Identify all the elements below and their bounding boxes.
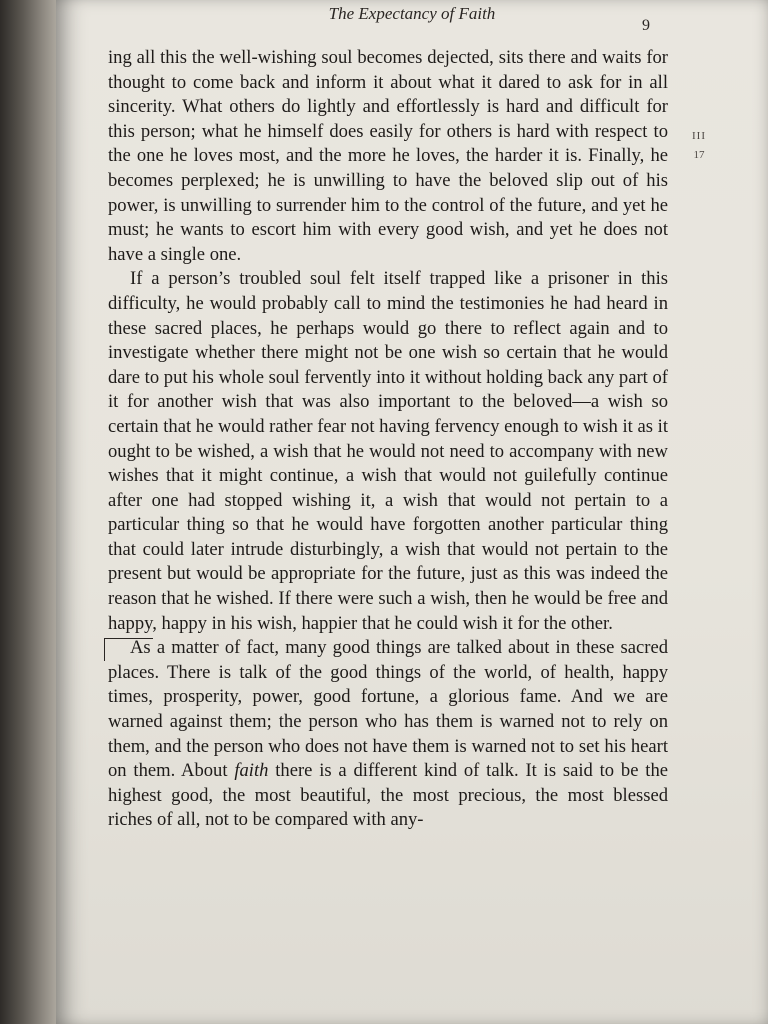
body-text [108,46,668,833]
paragraph-2: If a person’s troubled soul felt itself trapped like a prisoner in this difficulty, he would probably call to mind the testimonies he had heard in these sacred places, he perhaps would go there to reflect again and to investigate whether there might not be one wish so certain that he would dare to put his whole soul fervently into it without holding back any part of it for another wish that was also important to the beloved—a wish so certain that he would rather fear not having fervency enough to wish it as it ought to be wished, a wish that he would not need to accompany with new wishes that it might continue, a wish that would not guilefully continue after one had stopped wishing it, a wish that would not pertain to a particular thing so that he would have forgotten another particular thing that could later intrude disturbingly, a wish that would not pertain to the present but would be appropriate for the future, just as this was indeed the reason that he wished. If there were such a wish, then he would be free and happy, happy in his wish, happier that he could wish it for the other. [108,268,668,634]
margin-page-reference: 17 [693,149,705,161]
emphasis-faith: faith [234,760,269,782]
margin-section-marker: III [692,130,706,142]
paragraph-3 [108,636,668,833]
book-page [56,0,768,1024]
page-number: 9 [642,17,650,34]
paragraph-1: ing all this the well-wishing soul becomes dejected, sits there and waits for thought to come back and inform it about what it dared to ask for in all sincerity. What others do lightly and effortlessly is hard and difficult for this person; what he himself does easily for others is hard with respect to the one he loves most, and the more he loves, the harder it is. Finally, he becomes perplexed; he is unwilling to have the beloved slip out of his power, is unwilling to surrender him to the control of the future, and yet he must; he wants to escort him with every good wish, and yet he does not have a single one. [108,47,668,265]
book-spine-shadow [0,0,62,1024]
paragraph-3-text-end: there is a different kind of talk. It is said to be the highest good, the most beautiful, the most precious, the most blessed riches of all, not to be compared with any- [108,760,668,831]
paragraph-3-text-start: As a matter of fact, many good things are talked about in these sacred places. There is talk of the good things of the world, of health, happy times, prosperity, power, good fortune, a glorious fame. And we are warned against them; the person who has them is warned not to rely on them, and the person who does not have them is warned not to set his heart on them. About [108,637,668,782]
pencil-bracket-mark [104,638,153,661]
running-head: The Expectancy of Faith [328,4,496,23]
